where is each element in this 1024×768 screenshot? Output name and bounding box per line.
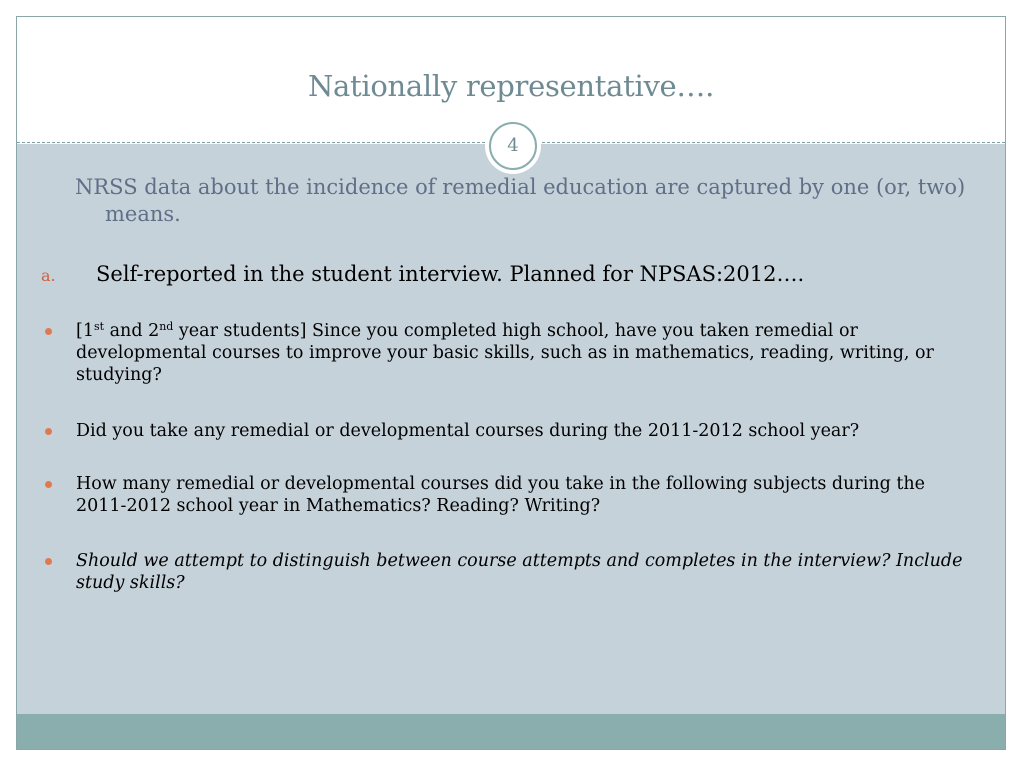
slide-title: Nationally representative…. (307, 69, 715, 103)
point-a (41, 261, 981, 289)
bullet-1-part1: [1 (76, 321, 94, 341)
intro-text: NRSS data about the incidence of remedial education are captured by one (or, two) means. (75, 175, 966, 226)
bullet-text-1 (76, 320, 965, 386)
point-a-text: Self-reported in the student interview. Planned for NPSAS:2012…. (96, 262, 805, 286)
bullet-1-sup2: nd (159, 320, 174, 333)
bullet-dot (45, 558, 52, 565)
bullet-text-3: How many remedial or developmental courses did you take in the following subjects during the 2011-2012 school year in Mathematics? Reading? Writing? (76, 474, 926, 516)
bullet-item-3 (45, 473, 965, 517)
bullet-dot (45, 328, 52, 335)
bullet-1-part2: and 2 (104, 321, 160, 341)
point-a-marker: a. (41, 266, 56, 285)
bullet-text-2: Did you take any remedial or developmental courses during the 2011-2012 school year? (76, 421, 860, 441)
bullet-1-part3: year students] Since you completed high school, have you taken remedial or developmental courses to improve your basic skills, such as in mathematics, reading, writing, or studying? (76, 321, 934, 385)
bullet-dot (45, 428, 52, 435)
footer-bar (17, 714, 1005, 749)
bullet-item-4 (45, 550, 965, 594)
bullet-text-4: Should we attempt to distinguish between course attempts and completes in the interview? Include study skills? (76, 551, 963, 593)
bullet-dot (45, 481, 52, 488)
slide (16, 16, 1006, 750)
bullet-item-2 (45, 420, 965, 442)
page-number: 4 (489, 122, 537, 170)
page-number-badge (485, 118, 541, 174)
bullet-1-sup1: st (93, 320, 105, 333)
bullet-item-1 (45, 320, 965, 386)
